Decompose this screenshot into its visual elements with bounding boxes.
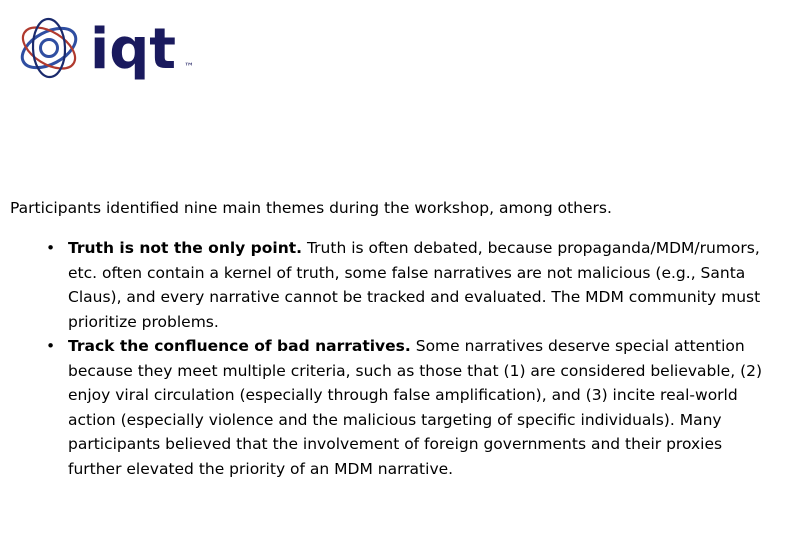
list-item — [10, 236, 778, 334]
bullet-marker: • — [46, 337, 56, 355]
intro-paragraph: Participants identified nine main themes during the workshop, among others. — [10, 198, 612, 217]
list-item-body: Truth is often debated, because propaganda/MDM/rumors, etc. often contain a kernel of truth, some false narratives are not malicious (e.g., Santa Claus), and every narrative cannot be tracked and evaluated. The MDM community must prioritize problems. — [68, 239, 761, 331]
themes-bullet-list — [10, 236, 778, 481]
iqt-wordmark: iqt — [90, 17, 177, 82]
trademark-symbol: ™ — [184, 62, 194, 73]
list-item — [10, 334, 778, 481]
list-item-lead: Track the confluence of bad narratives. — [68, 337, 411, 355]
iqt-atom-logo-mark — [16, 18, 82, 77]
bullet-marker: • — [46, 239, 56, 257]
list-item-lead: Truth is not the only point. — [68, 239, 303, 257]
list-item-body: Some narratives deserve special attention because they meet multiple criteria, such as those that (1) are considered believable, (2) enjoy viral circulation (especially through false amplification), and (3) incite real-world action (especially violence and the malicious targeting of specific individuals). Many participants believed that the involvement of foreign governments and their proxies further elevated the priority of an MDM narrative. — [68, 337, 763, 478]
iqt-logo — [12, 12, 197, 84]
